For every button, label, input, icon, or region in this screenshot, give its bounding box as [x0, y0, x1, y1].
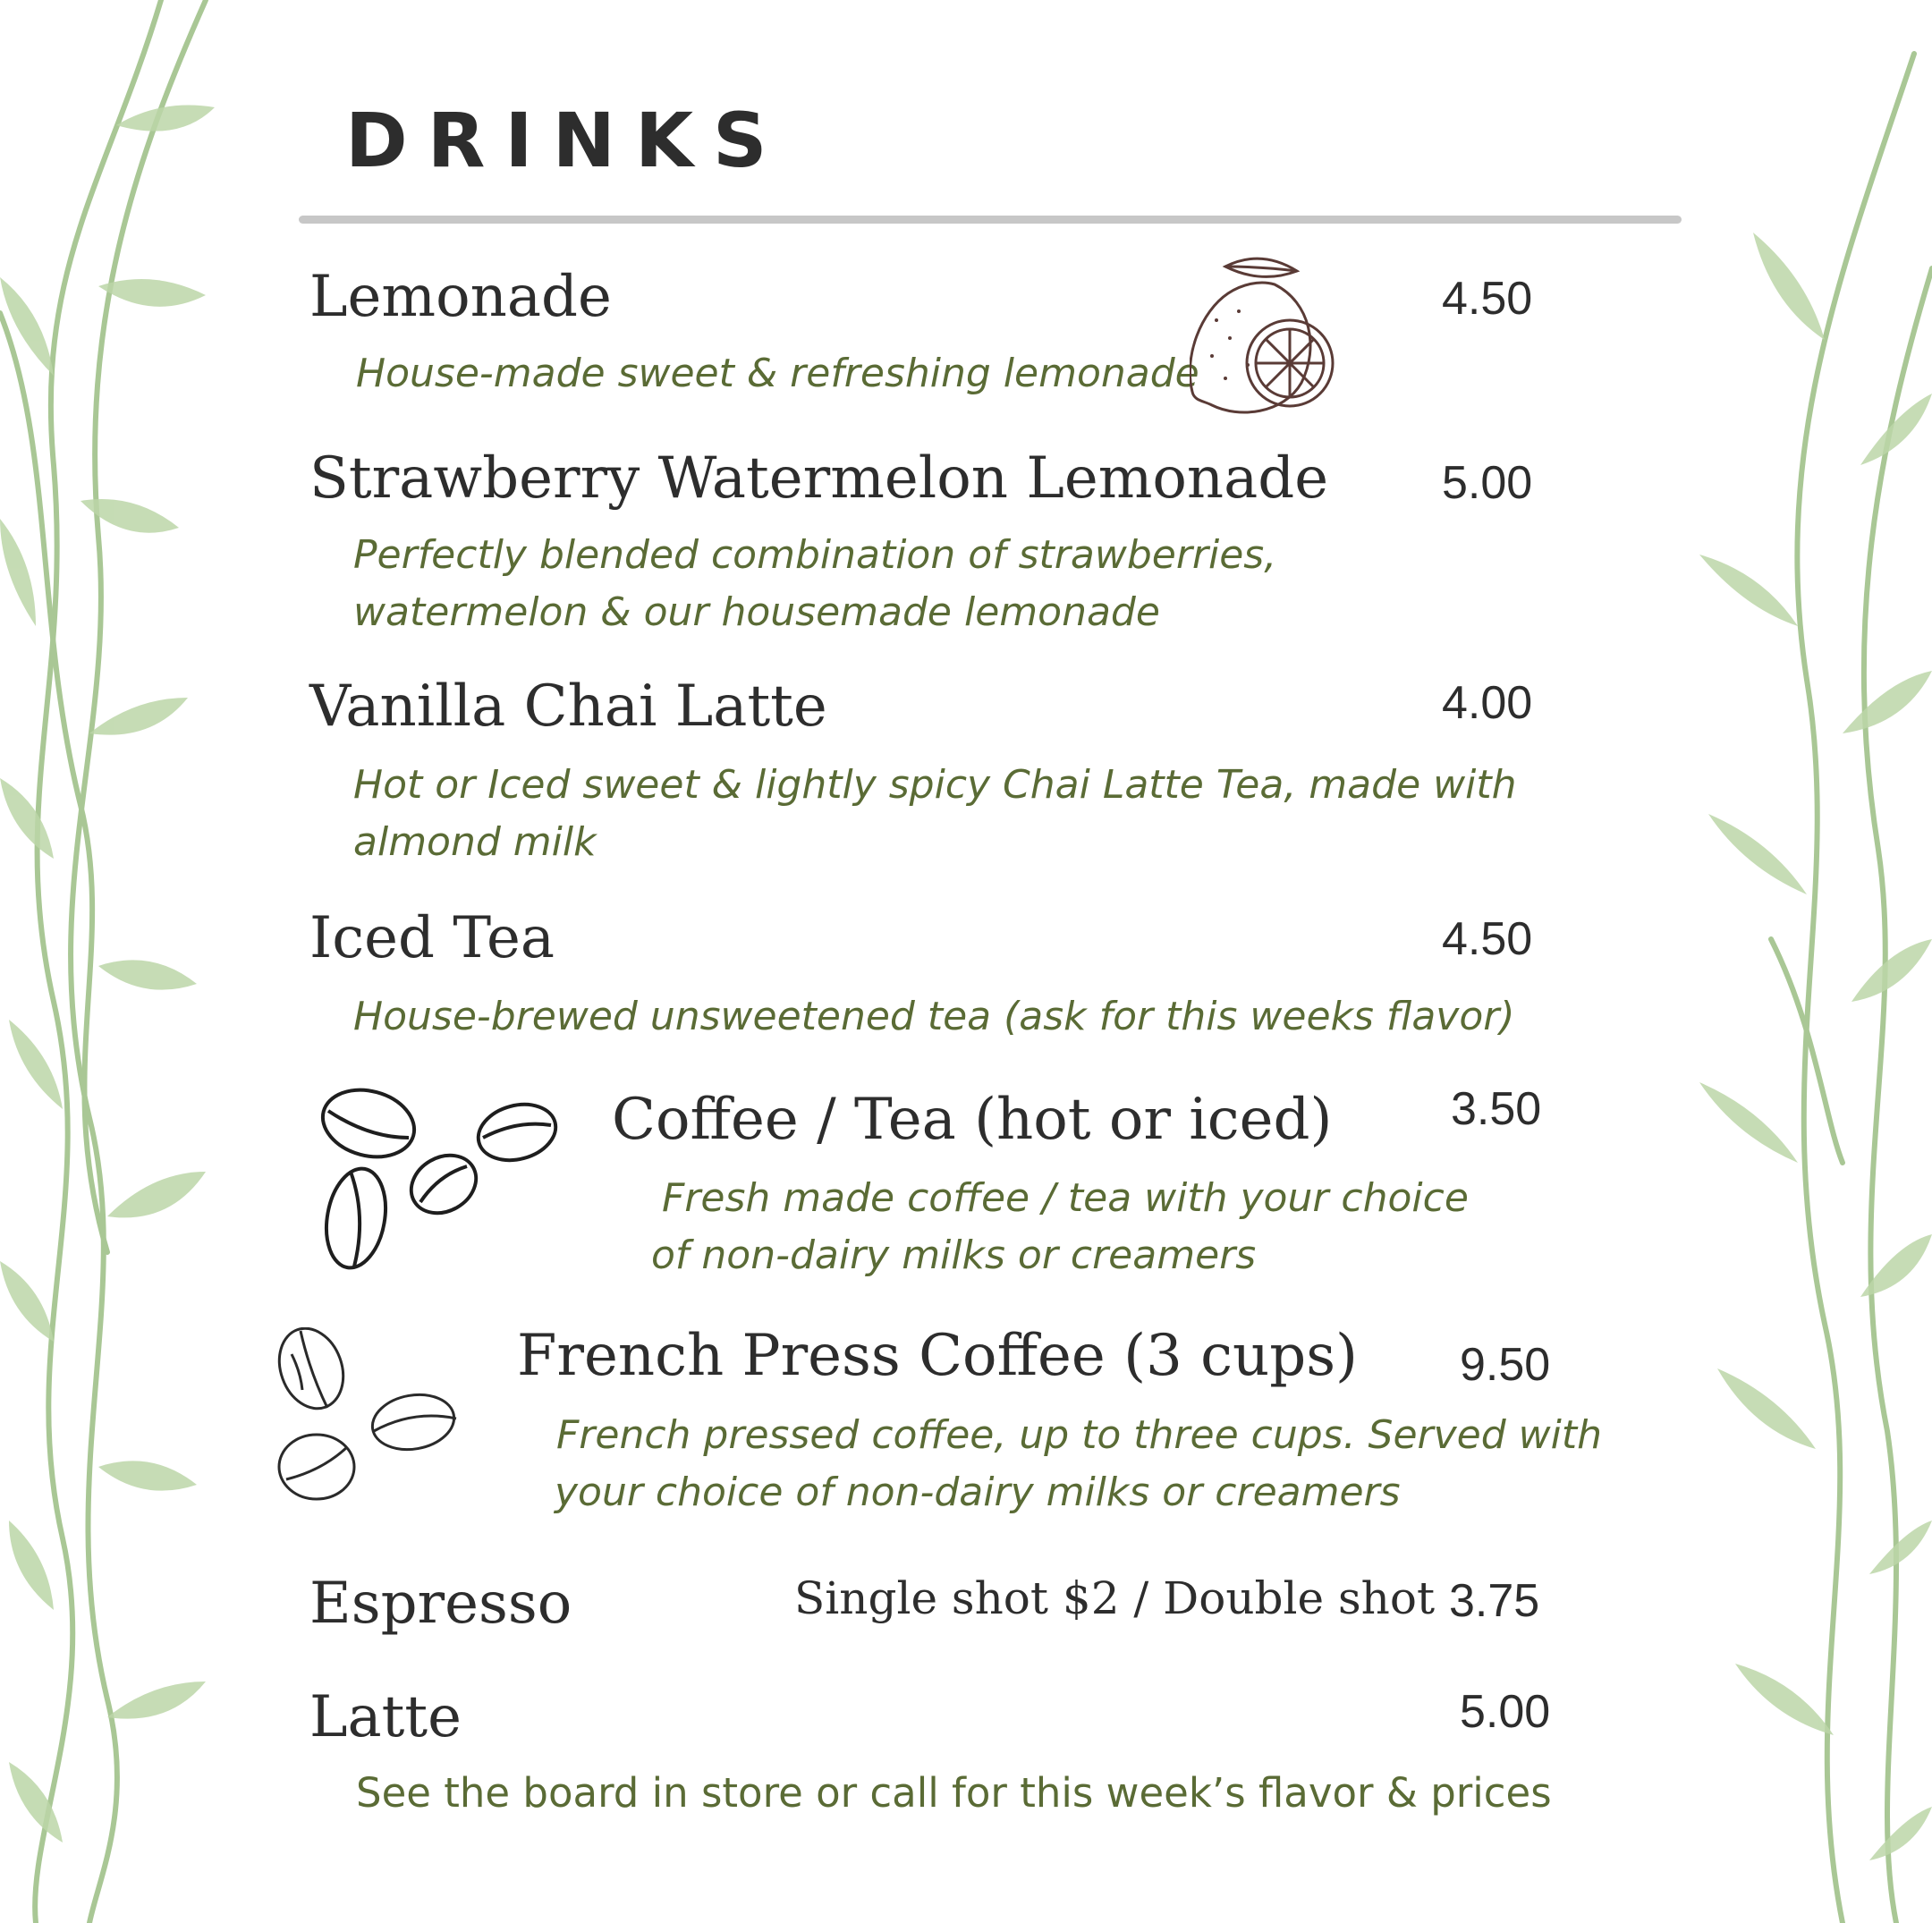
vine-right-icon	[1664, 0, 1932, 1923]
item-price: 4.00	[1442, 677, 1533, 729]
vine-left-icon	[0, 0, 233, 1923]
item-description: House-made sweet & refreshing lemonade	[356, 351, 1199, 396]
item-price: 5.00	[1460, 1686, 1551, 1738]
item-name: Latte	[309, 1684, 462, 1750]
item-name: French Press Coffee (3 cups)	[517, 1323, 1358, 1389]
item-description: your choice of non-dairy milks or creamers	[555, 1470, 1401, 1515]
item-description: House-brewed unsweetened tea (ask for this weeks flavor)	[353, 994, 1515, 1039]
item-description: watermelon & our housemade lemonade	[353, 589, 1160, 635]
item-price: 4.50	[1442, 913, 1533, 965]
item-price: 3.50	[1451, 1083, 1542, 1135]
menu-title: DRINKS	[345, 97, 787, 184]
coffee-beans-icon	[315, 1084, 574, 1281]
item-name: Espresso	[309, 1571, 572, 1637]
item-detail: Single shot $2 / Double shot	[794, 1572, 1436, 1624]
item-description: Perfectly blended combination of strawberries,	[353, 532, 1277, 578]
item-description: French pressed coffee, up to three cups. Served with	[556, 1412, 1603, 1458]
item-name: Strawberry Watermelon Lemonade	[309, 445, 1329, 512]
item-price: 3.75	[1449, 1575, 1540, 1627]
item-note: See the board in store or call for this week’s flavor & prices	[356, 1769, 1552, 1817]
item-description: Hot or Iced sweet & lightly spicy Chai Latte Tea, made with	[353, 762, 1517, 808]
item-name: Lemonade	[309, 264, 612, 330]
lemon-icon	[1190, 249, 1342, 419]
item-price: 5.00	[1442, 457, 1533, 509]
item-price: 9.50	[1460, 1339, 1551, 1391]
title-divider	[299, 216, 1682, 224]
item-description: almond milk	[353, 819, 597, 865]
item-name: Vanilla Chai Latte	[309, 673, 827, 740]
item-price: 4.50	[1442, 273, 1533, 325]
item-name: Iced Tea	[309, 905, 555, 971]
item-description: of non-dairy milks or creamers	[651, 1233, 1257, 1278]
item-description: Fresh made coffee / tea with your choice	[662, 1175, 1469, 1221]
item-name: Coffee / Tea (hot or iced)	[612, 1087, 1333, 1153]
coffee-beans-icon	[274, 1327, 470, 1506]
